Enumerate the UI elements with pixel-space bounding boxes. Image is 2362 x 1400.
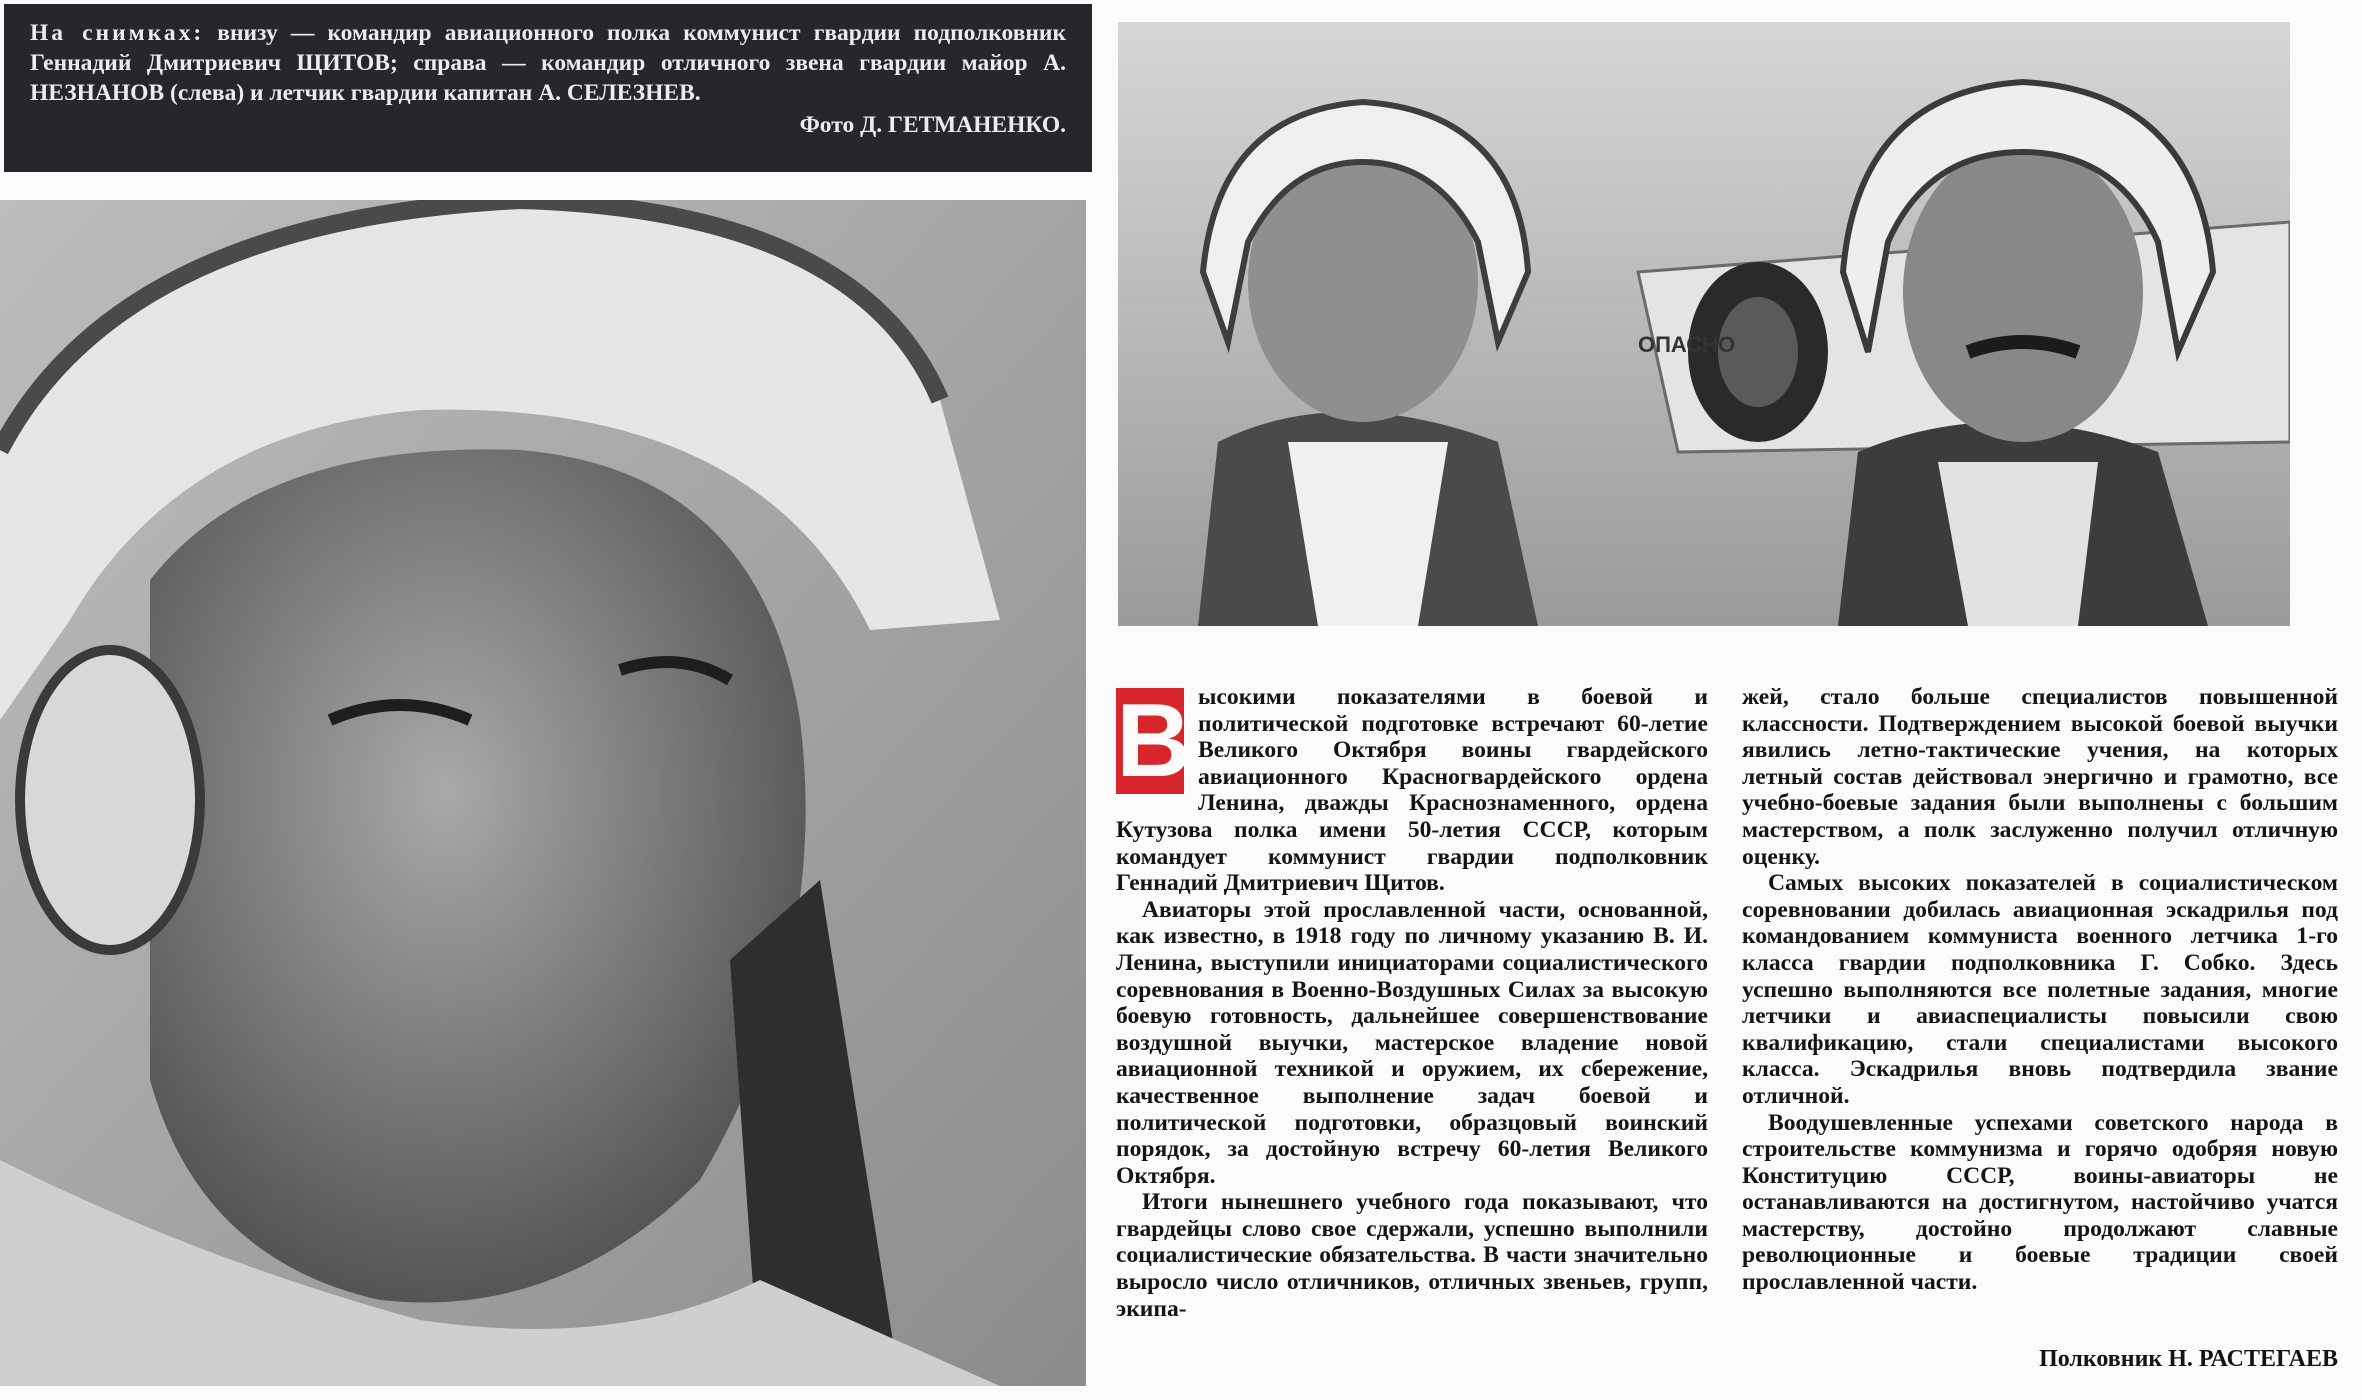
caption-lead: На снимках: [30,20,205,46]
photo-caption [4,4,1092,172]
caption-text [30,18,1066,108]
article-column-2 [1742,684,2338,1344]
drop-cap: В [1116,684,1192,799]
article-column-1 [1116,684,1708,1364]
article-paragraph: Авиаторы этой прославленной части, основанной, как известно, в 1918 году по личному указанию В. И. Ленина, выступили инициаторами социалистического соревнования в Военно-Воздушных Силах за высокую боевую готовность, дальнейшее совершенствование воздушной выучки, мастерское владение новой авиационной техникой и оружием, их сбережение, качественное выполнение задач боевой и политической подготовки, образцовый воинский порядок, за достойную встречу 60-летия Великого Октября. [1116,896,1708,1189]
article-paragraph: ысокими показателями в боевой и политической подготовке встречают 60-летие Великого Октября воины гвардейского авиационного Красногвардейского ордена Ленина, дважды Краснознаменного, ордена Кутузова полка имени 50-летия СССР, которым командует коммунист гвардии подполковник Геннадий Дмитриевич Щитов. [1116,684,1708,897]
photo-credit: Фото Д. ГЕТМАНЕНКО. [799,112,1066,138]
article-paragraph: Самых высоких показателей в социалистическом соревновании добилась авиационная эскадрилья под командованием коммуниста военного летчика 1-го класса гвардии подполковника Г. Собко. Здесь успешно выполняются все полетные задания, многие летчики и авиаспециалисты повысили свою квалификацию, стали специалистами высокого класса. Эскадрилья вновь подтвердила звание отличной. [1742,870,2338,1109]
pilot-portrait-photo [0,200,1086,1386]
author-signature: Полковник Н. РАСТЕГАЕВ [2039,1346,2338,1372]
caption-body: внизу — командир авиационного полка коммунист гвардии подполковник Геннадий Дмитриевич ЩИТОВ; справа — командир отличного звена гвардии майор А. НЕЗНАНОВ (слева) и летчик гвардии капитан А. СЕЛЕЗНЕВ. [30,20,1067,106]
two-pilots-icon [1118,22,2290,626]
article-paragraph: Воодушевленные успехами советского народа в строительстве коммунизма и горячо одобряя новую Конституцию СССР, воины-авиаторы не останавливаются на достигнутом, настойчиво учатся мастерству, достойно продолжают славные революционные и боевые традиции своей прославленной части. [1742,1109,2338,1296]
pilot-portrait-icon [0,200,1086,1386]
aircraft-lettering: ОПАСНО [1638,332,1736,357]
article-paragraph: Итоги нынешнего учебного года показывают, что гвардейцы слово свое сдержали, успешно выполнили социалистические обязательства. В части значительно выросло число отличников, отличных звеньев, групп, экипа- [1116,1189,1708,1322]
two-pilots-photo [1118,22,2290,626]
article-paragraph: жей, стало больше специалистов повышенной классности. Подтверждением высокой боевой выучки явились летно-тактические учения, на которых летный состав действовал энергично и грамотно, все учебно-боевые задания были выполнены с большим мастерством, а полк заслуженно получил отличную оценку. [1742,684,2338,870]
